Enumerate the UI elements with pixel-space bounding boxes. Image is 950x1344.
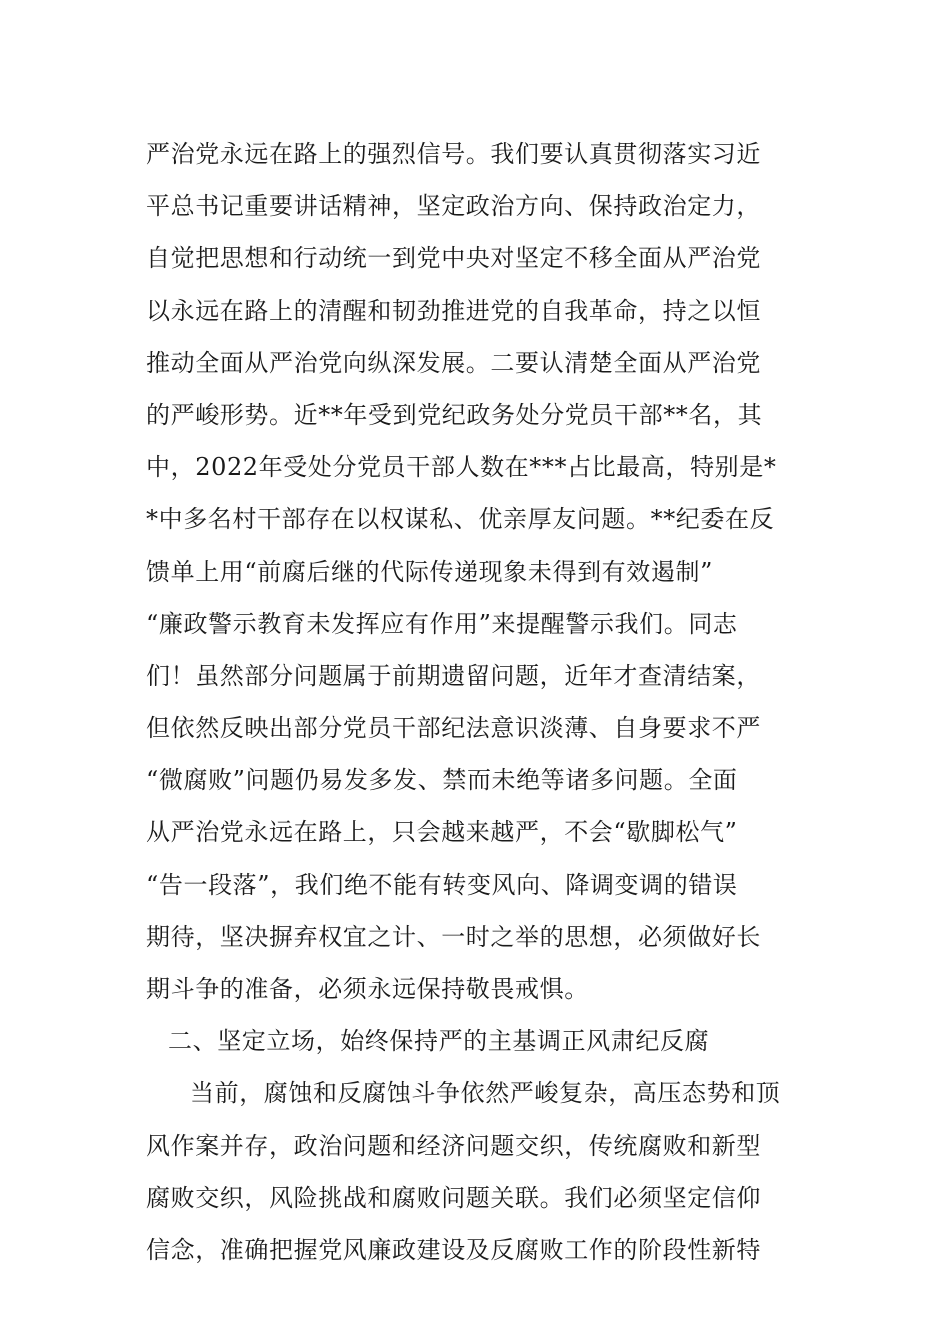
text-line: 严治党永远在路上的强烈信号。我们要认真贯彻落实习近 [146,140,761,168]
text-line: “告一段落”，我们绝不能有转变风向、降调变调的错误 [146,870,738,899]
text-line: 们！虽然部分问题属于前期遗留问题，近年才查清结案， [146,661,761,690]
paragraph-first-line: 当前，腐蚀和反腐蚀斗争依然严峻复杂，高压态势和顶 [190,1079,781,1108]
text-line: 腐败交织，风险挑战和腐败问题关联。我们必须坚定信仰 [146,1183,761,1212]
text-line: 从严治党永远在路上，只会越来越严，不会“歇脚松气” [146,818,738,847]
text-line: 风作案并存，政治问题和经济问题交织，传统腐败和新型 [146,1131,761,1160]
text-line: “微腐败”问题仍易发多发、禁而未绝等诸多问题。全面 [146,766,738,795]
text-line: 信念，准确把握党风廉政建设及反腐败工作的阶段性新特 [146,1235,761,1264]
text-line: 的严峻形势。近**年受到党纪政务处分党员干部**名，其 [146,400,763,429]
text-line: 以永远在路上的清醒和韧劲推进党的自我革命，持之以恒 [146,296,761,325]
text-line: 馈单上用“前腐后继的代际传递现象未得到有效遏制” [146,557,713,586]
text-line: 但依然反映出部分党员干部纪法意识淡薄、自身要求不严 [146,714,761,743]
text-line: “廉政警示教育未发挥应有作用”来提醒警示我们。同志 [146,609,738,638]
text-line: 平总书记重要讲话精神，坚定政治方向、保持政治定力， [146,192,761,221]
text-line: 期斗争的准备，必须永远保持敬畏戒惧。 [146,975,589,1003]
text-line: *中多名村干部存在以权谋私、优亲厚友问题。**纪委在反 [146,505,775,534]
text-line: 推动全面从严治党向纵深发展。二要认清楚全面从严治党 [146,348,761,377]
section-heading: 二、坚定立场，始终保持严的主基调正风肃纪反腐 [168,1027,710,1056]
text-line: 中，2022年受处分党员干部人数在***占比最高，特别是* [146,453,777,482]
text-line: 期待，坚决摒弃权宜之计、一时之举的思想，必须做好长 [146,922,761,951]
body-text [146,128,816,1276]
text-line: 自觉把思想和行动统一到党中央对坚定不移全面从严治党 [146,244,761,273]
